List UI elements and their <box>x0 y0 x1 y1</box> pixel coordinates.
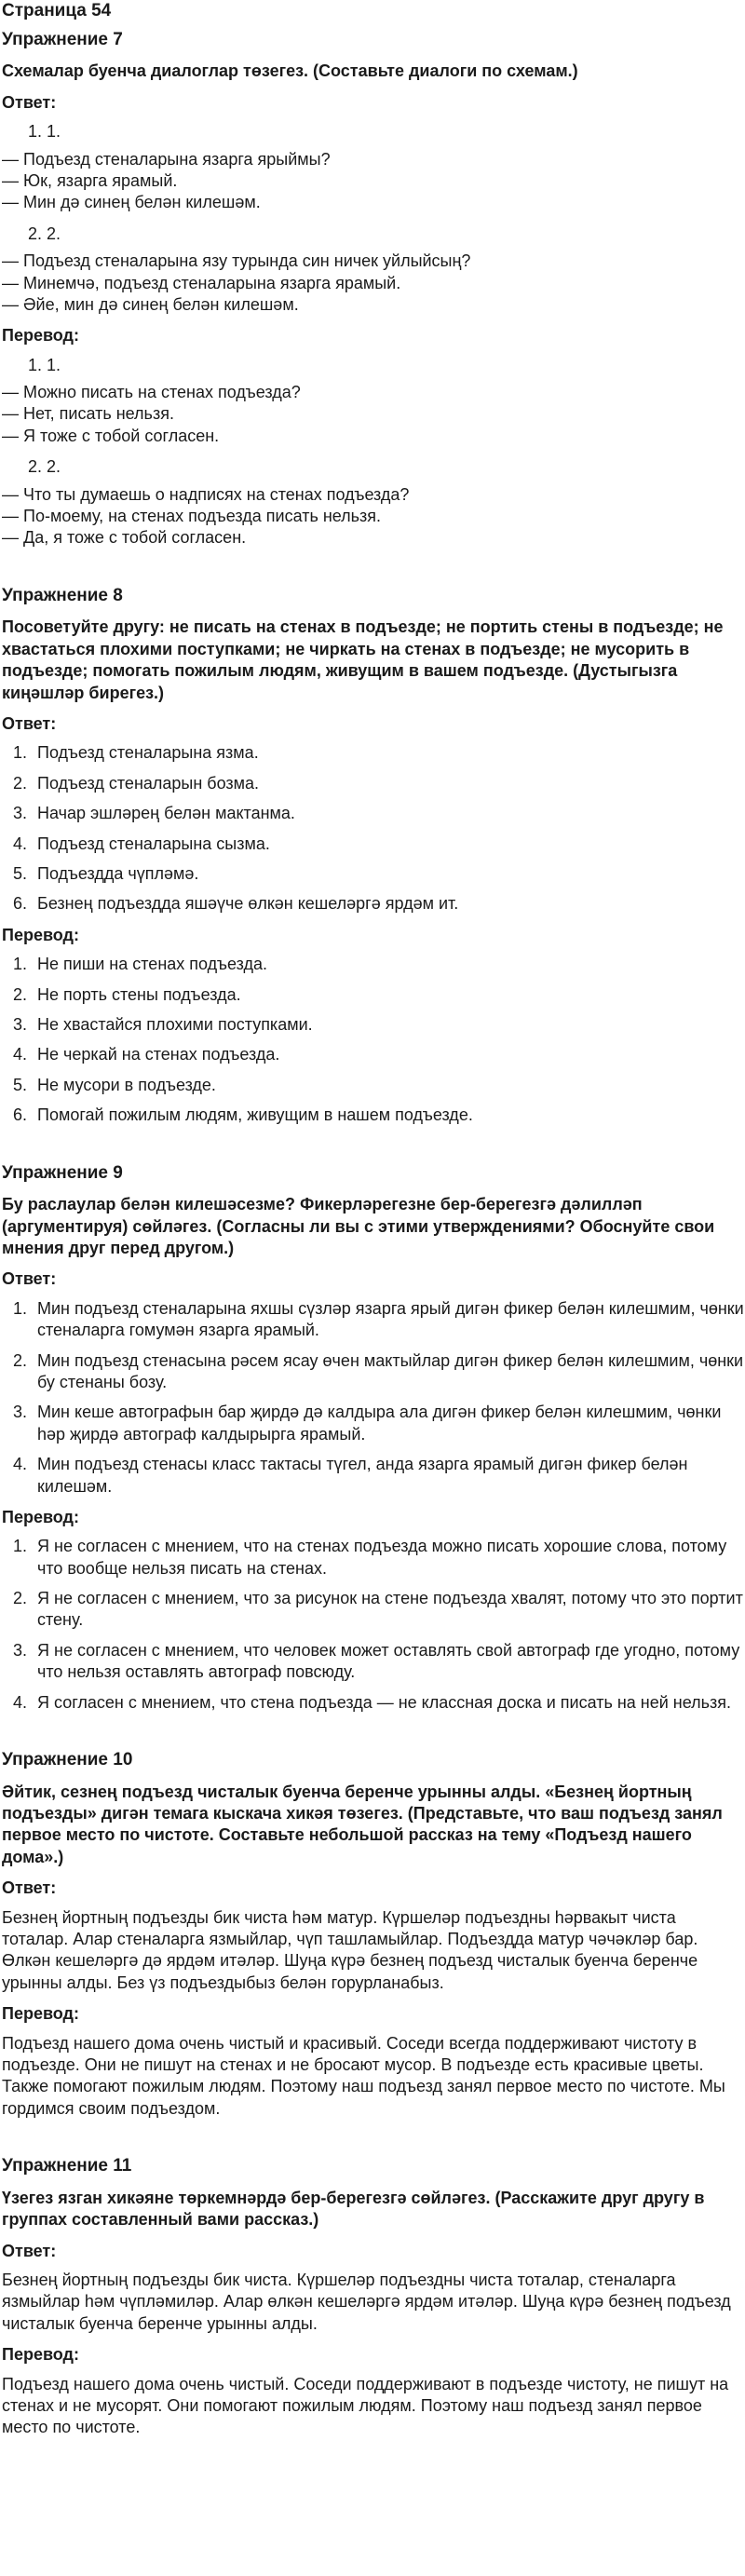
dialog-line: — Я тоже с тобой согласен. <box>2 426 220 445</box>
exercise-task: Әйтик, сезнең подъезд чисталык буенча беренче урынны алды. «Безнең йортның подъезды» дигән темага кыскача хикәя төзегез. (Представьте, что ваш подъезд занял первое место по чистоте. Составьте небольшой рассказ на тему «Подъезд нашего дома».) <box>2 1782 723 1866</box>
dialog-line: — Можно писать на стенах подъезда? <box>2 383 301 402</box>
dialog-line: — Да, я тоже с тобой согласен. <box>2 528 247 548</box>
exercise-task: Үзегез язган хикәяне төркемнәрдә бер-берегезгә сөйләгез. (Расскажите друг другу в группах составленный вами рассказ.) <box>2 2188 705 2230</box>
translation-label: Перевод: <box>2 326 79 346</box>
list-item: 3. Мин кеше автографын бар җирдә дә калдыра ала дигән фикер белән килешмим, чөнки һәр җирдә автограф калдырырга ярамый. <box>32 1402 745 1445</box>
exercise-11 <box>2 2155 745 2439</box>
dialog-number: 2. 2. <box>28 224 61 243</box>
translation-text: Подъезд нашего дома очень чистый. Соседи поддерживают в подъезде чистоту, не пишут на стенах и не мусорят. Они помогают пожилым людям. Поэтому наш подъезд занял первое место по чистоте. <box>2 2374 729 2437</box>
exercise-title: Упражнение 9 <box>2 1162 123 1183</box>
list-item: 2. Подъезд стеналарын бозма. <box>32 773 745 794</box>
list-item: 1. Подъезд стеналарына язма. <box>32 742 745 764</box>
answer-label: Ответ: <box>2 1269 57 1289</box>
dialog-number: 1. 1. <box>28 355 61 374</box>
dialog-number: 1. 1. <box>28 122 61 142</box>
translation-label: Перевод: <box>2 2345 79 2365</box>
dialog-line: — Мин дә синең белән килешәм. <box>2 193 261 212</box>
list-item: 3. Я не согласен с мнением, что человек может оставлять свой автограф где угодно, потому что нельзя оставлять автограф повсюду. <box>32 1640 745 1684</box>
answer-list <box>2 742 745 915</box>
translation-list <box>2 954 745 1126</box>
list-item: 4. Я согласен с мнением, что стена подъезда — не классная доска и писать на ней нельзя. <box>32 1692 745 1714</box>
dialog-block <box>2 251 745 316</box>
page-title: Страница 54 <box>2 1 112 20</box>
answer-text: Безнең йортның подъезды бик чиста һәм матур. Күршеләр подъездны һәрвакыт чиста тоталар. Алар стеналарга язмыйлар, чүп ташламыйлар. Подъездда матур чәчәкләр бар. Өлкән кешеләргә дә ярдәм итәләр. Шуңа күрә безнең подъезд чисталык буенча беренче урынны алды. Без үз подъездыбыз белән горурланабыз. <box>2 1907 698 1992</box>
dialog-line: — Әйе, мин дә синең белән килешәм. <box>2 294 299 314</box>
exercise-title: Упражнение 8 <box>2 585 123 605</box>
list-item: 2. Я не согласен с мнением, что за рисунок на стене подъезда хвалят, потому что это портит стену. <box>32 1588 745 1632</box>
exercise-title: Упражнение 10 <box>2 1750 133 1770</box>
list-item: 4. Подъезд стеналарына сызма. <box>32 834 745 855</box>
dialog-line: — Подъезд стеналарына язарга ярыймы? <box>2 149 331 169</box>
answer-label: Ответ: <box>2 1878 57 1898</box>
translation-label: Перевод: <box>2 2004 79 2024</box>
translation-label: Перевод: <box>2 925 79 944</box>
dialog-line: — Что ты думаешь о надписях на стенах подъезда? <box>2 484 410 504</box>
dialog-block <box>2 484 745 549</box>
dialog-line: — Минемчә, подъезд стеналарына язарга ярамый. <box>2 273 401 292</box>
dialog-line: — Нет, писать нельзя. <box>2 404 174 424</box>
list-item: 6. Безнең подъездда яшәүче өлкән кешеләргә ярдәм ит. <box>32 893 745 915</box>
dialog-line: — По-моему, на стенах подъезда писать нельзя. <box>2 507 382 526</box>
list-item: 4. Не черкай на стенах подъезда. <box>32 1044 745 1065</box>
list-item: 2. Не порть стены подъезда. <box>32 984 745 1006</box>
translation-text: Подъезд нашего дома очень чистый и красивый. Соседи всегда поддерживают чистоту в подъезде. Они не пишут на стенах и не бросают мусор. В подъезде есть красивые цветы. Также помогают пожилым людям. Поэтому наш подъезд занял первое место по чистоте. Мы гордимся своим подъездом. <box>2 2033 725 2118</box>
exercise-task: Схемалар буенча диалоглар төзегез. (Составьте диалоги по схемам.) <box>2 61 578 81</box>
dialog-block <box>2 382 745 447</box>
exercise-task: Бу раслаулар белән килешәсезме? Фикерләрегезне бер-берегезгә дәлилләп (аргументируя) сөйләгез. (Согласны ли вы с этими утверждениями? Обоснуйте свои мнения друг перед другом.) <box>2 1195 715 1257</box>
list-item: 5. Не мусори в подъезде. <box>32 1075 745 1096</box>
answer-label: Ответ: <box>2 2241 57 2260</box>
list-item: 1. Не пиши на стенах подъезда. <box>32 954 745 975</box>
answer-list <box>2 1298 745 1498</box>
exercise-8 <box>2 585 745 1127</box>
translation-list <box>2 1536 745 1714</box>
list-item: 5. Подъездда чүпләмә. <box>32 863 745 885</box>
list-item: 2. Мин подъезд стенасына рәсем ясау өчен мактыйлар дигән фикер белән килешмим, чөнки бу стенаны бозу. <box>32 1350 745 1394</box>
answer-label: Ответ: <box>2 714 57 734</box>
dialog-number: 2. 2. <box>28 457 61 477</box>
exercise-10 <box>2 1749 745 2120</box>
list-item: 3. Начар эшләрең белән мактанма. <box>32 803 745 824</box>
list-item: 1. Я не согласен с мнением, что на стенах подъезда можно писать хорошие слова, потому что вообще нельзя писать на стенах. <box>32 1536 745 1579</box>
answer-text: Безнең йортның подъезды бик чиста. Күршеләр подъездны чиста тоталар, стеналарга язмыйлар һәм чүпләмиләр. Алар өлкән кешеләргә ярдәм итәләр. Шуңа күрә безнең подъезд чисталык буенча беренче урынны алды. <box>2 2271 731 2333</box>
translation-label: Перевод: <box>2 1507 79 1526</box>
list-item: 3. Не хвастайся плохими поступками. <box>32 1014 745 1036</box>
list-item: 4. Мин подъезд стенасы класс тактасы түгел, анда язарга ярамый дигән фикер белән килешәм. <box>32 1454 745 1498</box>
dialog-block <box>2 149 745 214</box>
exercise-title: Упражнение 11 <box>2 2156 132 2176</box>
exercise-task: Посоветуйте другу: не писать на стенах в подъезде; не портить стены в подъезде; не хвастаться плохими поступками; не чиркать на стенах в подъезде; не мусорить в подъезде; помогать пожилым людям, живущим в вашем подъезде. (Дустыгызга киңәшләр бирегез.) <box>2 617 724 702</box>
exercise-7 <box>2 29 745 549</box>
exercise-title: Упражнение 7 <box>2 29 123 49</box>
list-item: 6. Помогай пожилым людям, живущим в нашем подъезде. <box>32 1105 745 1126</box>
answer-label: Ответ: <box>2 92 57 112</box>
dialog-line: — Юк, язарга ярамый. <box>2 170 178 190</box>
list-item: 1. Мин подъезд стеналарына яхшы сүзләр язарга ярый дигән фикер белән килешмим, чөнки стеналарга гомумән язарга ярамый. <box>32 1298 745 1342</box>
dialog-line: — Подъезд стеналарына язу турында син ничек уйлыйсың? <box>2 251 471 271</box>
exercise-9 <box>2 1162 745 1715</box>
